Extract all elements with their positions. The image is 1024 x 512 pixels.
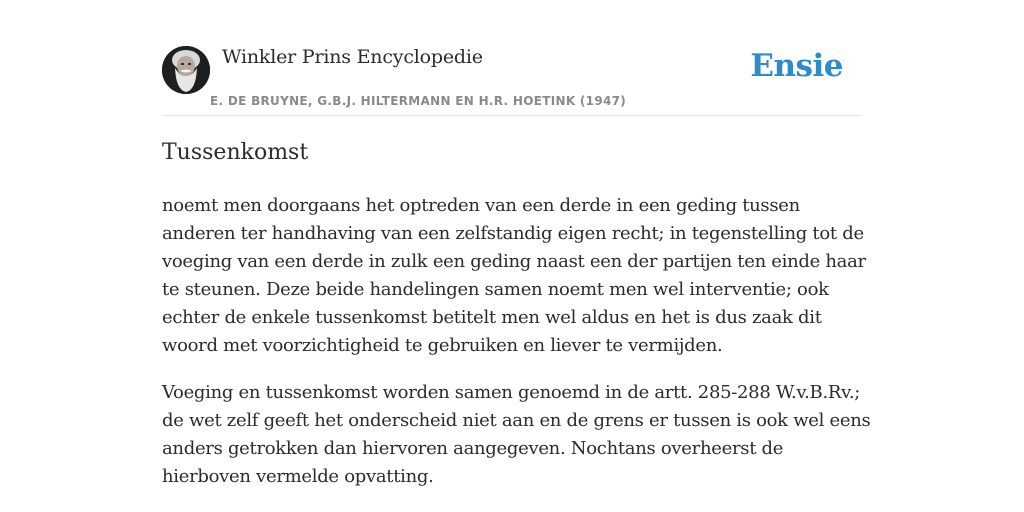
header xyxy=(162,44,862,116)
bearded-man-portrait-icon xyxy=(162,46,210,94)
article-body xyxy=(162,192,872,510)
paragraph: noemt men doorgaans het optreden van een derde in een geding tussen anderen ter handhaving van een zelfstandig eigen recht; in tegenstelling tot de voeging van een derde in zulk een geding naast een der partijen ten einde haar te steunen. Deze beide handelingen samen noemt men wel interventie; ook echter de enkele tussenkomst betitelt men wel aldus en het is dus zaak dit woord met voorzichtigheid te gebruiken en liever te vermijden. xyxy=(162,195,866,356)
author-avatar xyxy=(162,46,210,94)
authors-line: E. DE BRUYNE, G.B.J. HILTERMANN EN H.R. HOETINK (1947) xyxy=(210,94,627,108)
brand-logo[interactable]: Ensie xyxy=(750,48,843,84)
encyclopedia-title[interactable]: Winkler Prins Encyclopedie xyxy=(222,46,483,68)
paragraph: Voeging en tussenkomst worden samen genoemd in de artt. 285-288 W.v.B.Rv.; de wet zelf geeft het onderscheid niet aan en de grens er tussen is ook wel eens anders getrokken dan hiervoren aangegeven. Nochtans overheerst de hierboven vermelde opvatting. xyxy=(162,382,871,487)
article-title: Tussenkomst xyxy=(162,140,309,165)
